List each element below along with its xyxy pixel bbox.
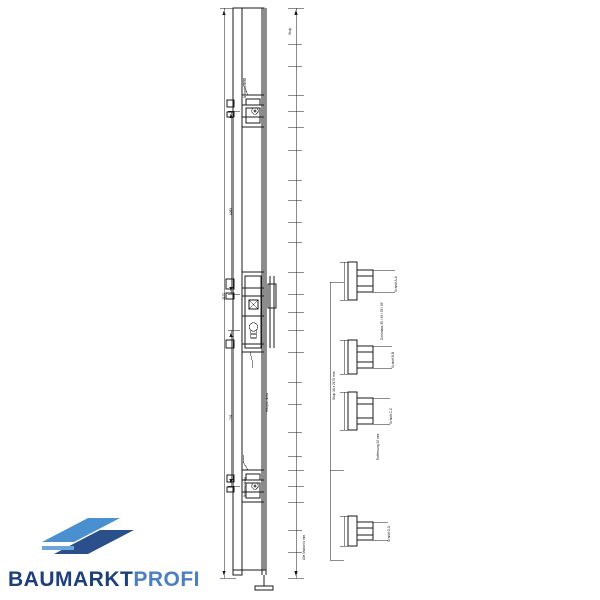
dimension-745: 745 <box>229 414 233 420</box>
dimension-1085-upper: 1085 <box>229 207 233 215</box>
note-units: Alle Masse in mm <box>302 534 306 560</box>
label-stulp: Stulp <box>288 27 292 35</box>
note-dornmass: Dornmass 35 / 45 / 55 / 65 <box>380 302 384 340</box>
note-entfernung: Entfernung 92 mm <box>376 433 380 460</box>
brand-secondary: PROFI <box>133 568 200 591</box>
note-stulp: Stulp 16 x 2170 mm <box>332 371 336 400</box>
detail-c-caption: Schnitt C-C <box>389 407 393 424</box>
dimension-overall: 2170 <box>222 292 226 300</box>
label-nebenschloss-bottom: Nebenschloss <box>243 476 247 497</box>
detail-d-caption: Schnitt D-D <box>387 525 391 542</box>
roof-logo-icon <box>38 516 148 560</box>
brand-primary: BAUMARKT <box>8 568 134 591</box>
detail-b-caption: Schnitt B-B <box>391 352 395 368</box>
detail-a-caption: Schnitt A-A <box>394 276 398 292</box>
brand-wordmark <box>8 568 200 592</box>
label-nebenschloss-top: Nebenschloss <box>243 77 247 98</box>
label-hauptschloss: Hauptschloss <box>265 392 269 412</box>
